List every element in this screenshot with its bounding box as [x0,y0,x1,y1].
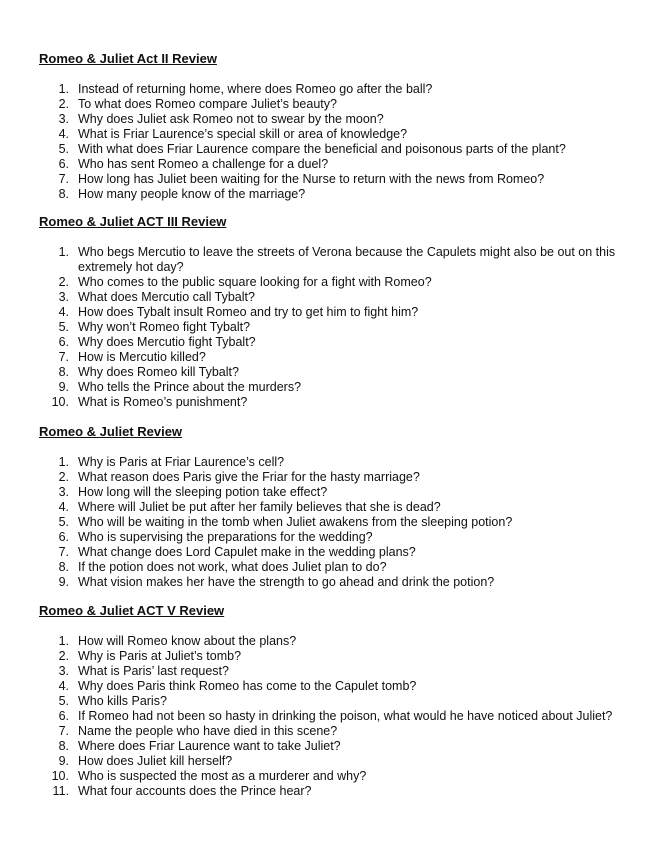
question-item: 7. Name the people who have died in this scene? [58,724,338,738]
question-item: 6. If Romeo had not been so hasty in drinking the poison, what would he have noticed about Juliet? [58,709,613,723]
question-item: 1. Instead of returning home, where does Romeo go after the ball? [58,82,433,96]
question-item: 2. Why is Paris at Juliet’s tomb? [58,649,242,663]
question-item: 6. Who has sent Romeo a challenge for a duel? [58,157,329,171]
section-act-4-review [39,424,639,590]
question-item: 1. Why is Paris at Friar Laurence’s cell? [58,455,285,469]
question-item: 2. Who comes to the public square looking for a fight with Romeo? [58,275,432,289]
question-item: 5. Who kills Paris? [58,694,167,708]
section-title: Romeo & Juliet ACT V Review [39,603,225,618]
question-list [39,634,639,799]
question-item: 5. Who will be waiting in the tomb when Juliet awakens from the sleeping potion? [58,515,513,529]
question-item: 4. Where will Juliet be put after her family believes that she is dead? [58,500,441,514]
section-act-3-review [39,214,639,410]
section-title: Romeo & Juliet Act II Review [39,51,217,66]
question-item: 5. With what does Friar Laurence compare the beneficial and poisonous parts of the plant? [58,142,566,156]
question-list [39,455,639,590]
question-item: 8. Why does Romeo kill Tybalt? [58,365,239,379]
question-item: 1. How will Romeo know about the plans? [58,634,297,648]
section-act-5-review [39,603,639,799]
question-item: 7. How is Mercutio killed? [58,350,206,364]
question-item: 11. What four accounts does the Prince hear? [52,784,312,798]
section-title: Romeo & Juliet ACT III Review [39,214,227,229]
question-item: 7. What change does Lord Capulet make in the wedding plans? [58,545,416,559]
question-item: 8. If the potion does not work, what does Juliet plan to do? [58,560,387,574]
question-item: 8. How many people know of the marriage? [58,187,306,201]
question-item: 5. Why won’t Romeo fight Tybalt? [58,320,251,334]
question-item: 9. Who tells the Prince about the murders? [58,380,302,394]
question-item: 3. How long will the sleeping potion take effect? [58,485,328,499]
question-item: 9. How does Juliet kill herself? [58,754,233,768]
question-item: 4. How does Tybalt insult Romeo and try to get him to fight him? [58,305,419,319]
question-list [39,82,639,202]
question-item: 2. To what does Romeo compare Juliet’s beauty? [58,97,337,111]
section-title: Romeo & Juliet Review [39,424,183,439]
question-item: 10. What is Romeo’s punishment? [51,395,248,409]
question-item: 7. How long has Juliet been waiting for the Nurse to return with the news from Romeo? [58,172,545,186]
question-list [39,245,639,410]
question-item: 6. Who is supervising the preparations for the wedding? [58,530,373,544]
question-item: 2. What reason does Paris give the Friar for the hasty marriage? [58,470,420,484]
question-item: 10. Who is suspected the most as a murderer and why? [51,769,367,783]
question-item: 1. Who begs Mercutio to leave the streets of Verona because the Capulets might also be out on this extremely hot day? [58,245,616,274]
question-item: 4. Why does Paris think Romeo has come to the Capulet tomb? [58,679,417,693]
section-act-2-review [39,51,639,202]
question-item: 6. Why does Mercutio fight Tybalt? [58,335,256,349]
question-item: 3. What does Mercutio call Tybalt? [58,290,255,304]
question-item: 3. Why does Juliet ask Romeo not to swear by the moon? [58,112,384,126]
question-item: 4. What is Friar Laurence’s special skill or area of knowledge? [58,127,408,141]
question-item: 8. Where does Friar Laurence want to take Juliet? [58,739,341,753]
question-item: 9. What vision makes her have the strength to go ahead and drink the potion? [58,575,495,589]
question-item: 3. What is Paris’ last request? [58,664,229,678]
